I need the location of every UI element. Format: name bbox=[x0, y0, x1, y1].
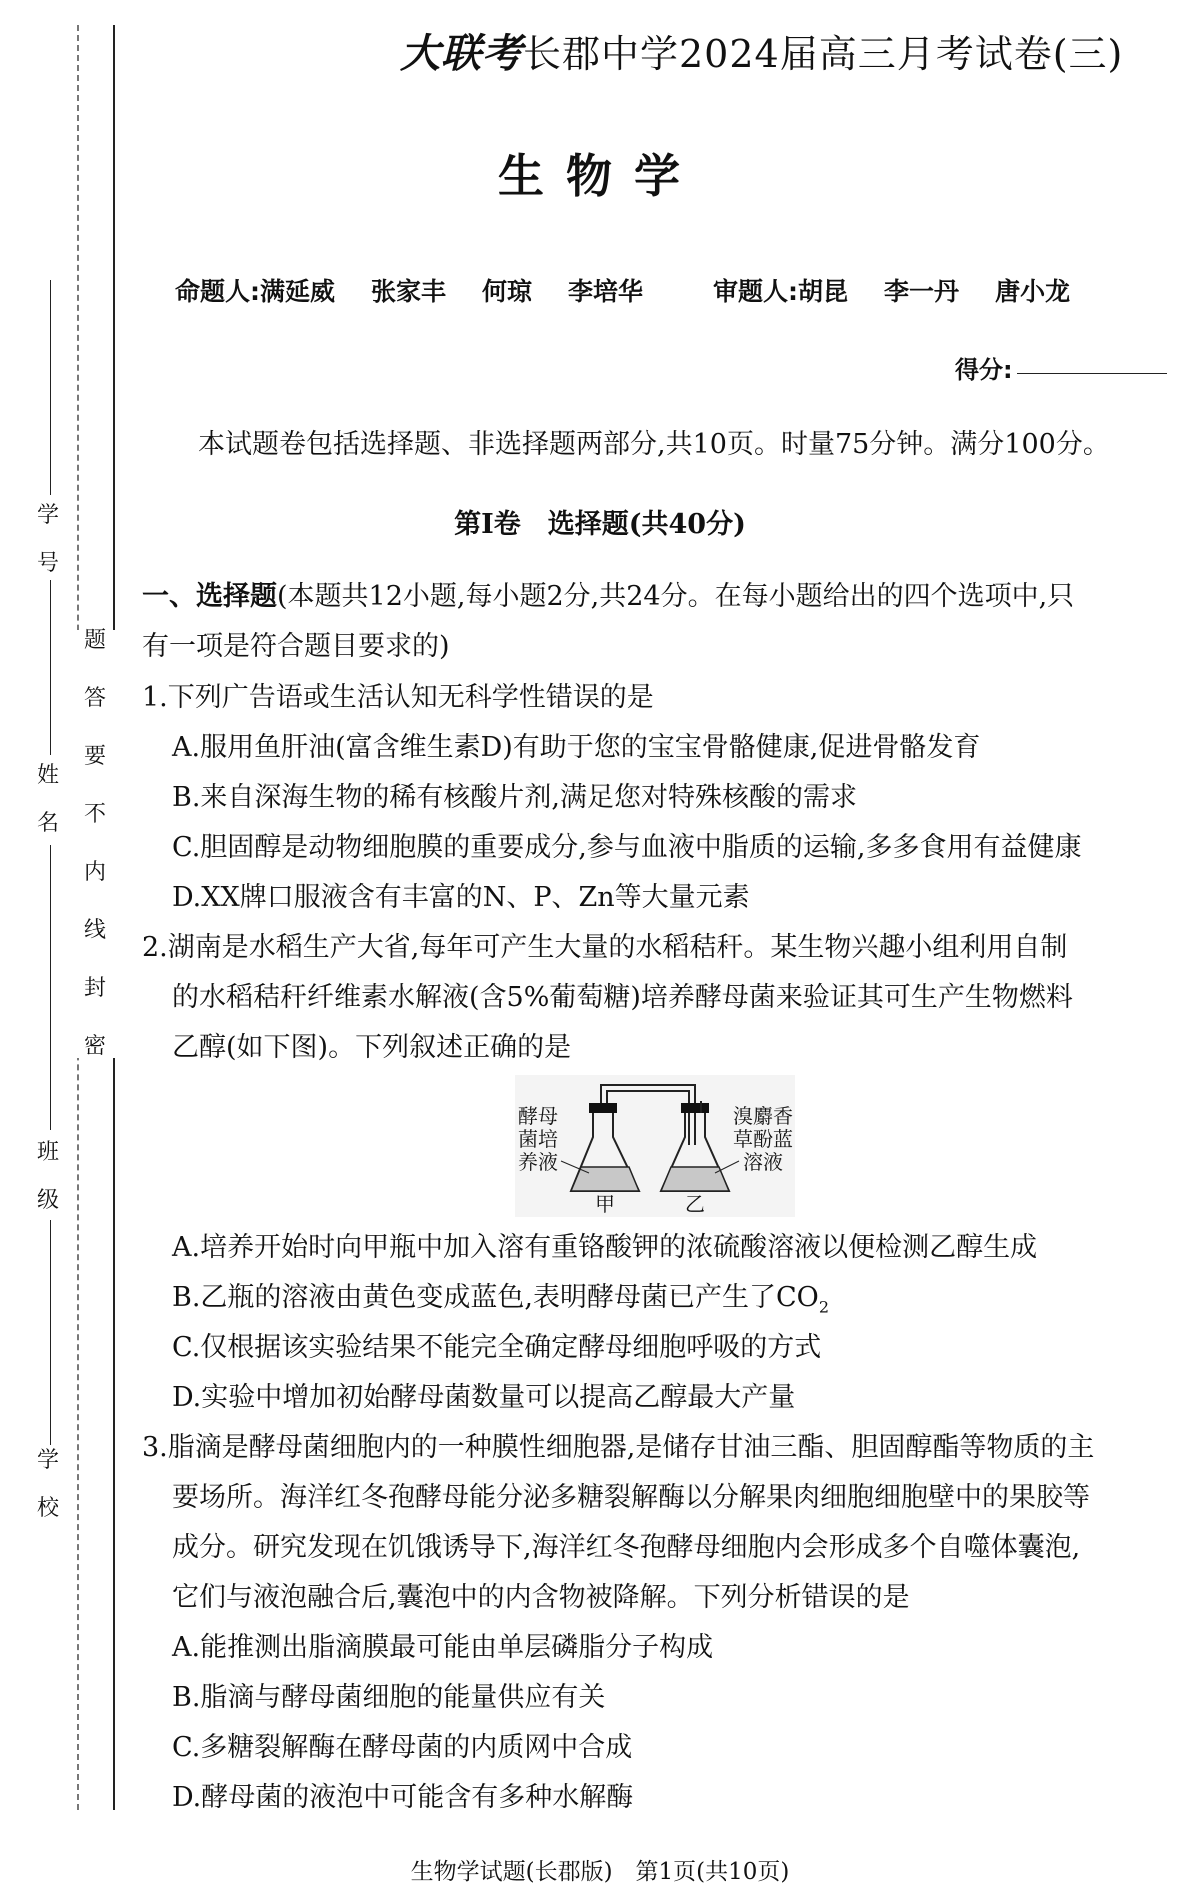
label-line: 酵母 bbox=[518, 1104, 558, 1128]
reviewer-2: 李一丹 bbox=[884, 277, 960, 306]
q3-stem-4: 它们与液泡融合后,囊泡中的内含物被降解。下列分析错误的是 bbox=[172, 1582, 910, 1613]
setter-4: 李培华 bbox=[568, 277, 644, 306]
score-blank[interactable] bbox=[1017, 373, 1167, 374]
label-line: 养液 bbox=[518, 1150, 558, 1174]
student-id-char: 学 bbox=[36, 503, 59, 528]
student-id-char: 号 bbox=[36, 551, 59, 576]
subject-title: 生物学 bbox=[498, 149, 702, 203]
label-line: 草酚蓝 bbox=[733, 1127, 793, 1151]
q1-stem: 1.下列广告语或生活认知无科学性错误的是 bbox=[142, 682, 654, 713]
q2-option-b bbox=[172, 1283, 829, 1322]
reviewer-1: 审题人:胡昆 bbox=[713, 277, 849, 306]
intro-text: 本试题卷包括选择题、非选择题两部分,共10页。时量75分钟。满分100分。 bbox=[198, 429, 1110, 460]
name-char: 姓 bbox=[36, 763, 59, 788]
section-1-desc-2: 有一项是符合题目要求的) bbox=[142, 631, 450, 662]
label-line: 溶液 bbox=[743, 1150, 783, 1174]
setter-2: 张家丰 bbox=[371, 277, 447, 306]
seal-char: 封 bbox=[83, 976, 106, 1001]
q3-stem-2: 要场所。海洋红冬孢酵母能分泌多糖裂解酶以分解果肉细胞细胞壁中的果胶等 bbox=[172, 1482, 1090, 1513]
q2-option-c: C.仅根据该实验结果不能完全确定酵母细胞呼吸的方式 bbox=[172, 1332, 822, 1363]
class-label bbox=[28, 1142, 68, 1212]
q3-option-d: D.酵母菌的液泡中可能含有多种水解酶 bbox=[172, 1782, 634, 1813]
label-line: 溴麝香 bbox=[733, 1104, 793, 1128]
setter-1: 命题人:满延威 bbox=[175, 277, 335, 306]
q3-option-a: A.能推测出脂滴膜最可能由单层磷脂分子构成 bbox=[172, 1632, 714, 1663]
seal-char: 题 bbox=[83, 628, 106, 653]
seal-char: 密 bbox=[83, 1034, 106, 1059]
seal-char: 要 bbox=[83, 744, 106, 769]
name-line bbox=[50, 845, 51, 1130]
page-footer: 生物学试题(长郡版) 第1页(共10页) bbox=[410, 1859, 790, 1885]
class-line bbox=[50, 1220, 51, 1445]
section-1-desc: (本题共12小题,每小题2分,共24分。在每小题给出的四个选项中,只 bbox=[277, 581, 1075, 612]
score-label: 得分: bbox=[955, 356, 1013, 384]
flask-a-label: 甲 bbox=[595, 1192, 615, 1216]
section-1-heading bbox=[142, 582, 1074, 612]
section-1-label: 一、选择题 bbox=[142, 581, 277, 612]
q2-stem-1: 2.湖南是水稻生产大省,每年可产生大量的水稻秸秆。某生物兴趣小组利用自制 bbox=[142, 932, 1068, 963]
q3-option-b: B.脂滴与酵母菌细胞的能量供应有关 bbox=[172, 1682, 606, 1713]
q3-option-c: C.多糖裂解酶在酵母菌的内质网中合成 bbox=[172, 1732, 633, 1763]
q2-stem-3: 乙醇(如下图)。下列叙述正确的是 bbox=[172, 1032, 572, 1063]
seal-char: 内 bbox=[83, 860, 106, 885]
class-char: 级 bbox=[36, 1188, 59, 1213]
seal-char: 线 bbox=[83, 918, 106, 943]
setter-3: 何琼 bbox=[482, 277, 533, 306]
school-label bbox=[28, 1450, 68, 1520]
q3-stem-3: 成分。研究发现在饥饿诱导下,海洋红冬孢酵母细胞内会形成多个自噬体囊泡, bbox=[172, 1532, 1081, 1563]
score-field bbox=[955, 350, 1167, 385]
q2-option-a: A.培养开始时向甲瓶中加入溶有重铬酸钾的浓硫酸溶液以便检测乙醇生成 bbox=[172, 1232, 1038, 1263]
fermentation-apparatus-figure bbox=[515, 1075, 795, 1217]
co2-subscript: 2 bbox=[818, 1297, 829, 1317]
q1-option-a: A.服用鱼肝油(富含维生素D)有助于您的宝宝骨骼健康,促进骨骼发育 bbox=[172, 732, 981, 763]
yeast-culture-label bbox=[515, 1105, 561, 1174]
q2-option-d: D.实验中增加初始酵母菌数量可以提高乙醇最大产量 bbox=[172, 1382, 796, 1413]
exam-header bbox=[400, 22, 1123, 79]
q1-option-d: D.XX牌口服液含有丰富的N、P、Zn等大量元素 bbox=[172, 882, 750, 913]
school-char: 校 bbox=[36, 1496, 59, 1521]
q2-option-b-text: B.乙瓶的溶液由黄色变成蓝色,表明酵母菌已产生了CO bbox=[172, 1282, 819, 1313]
brand-logo-text: 大联考 bbox=[400, 30, 523, 77]
reviewer-3: 唐小龙 bbox=[995, 277, 1071, 306]
name-label bbox=[28, 765, 68, 835]
q2-stem-2: 的水稻秸秆纤维素水解液(含5%葡萄糖)培养酵母菌来验证其可生产生物燃料 bbox=[172, 982, 1073, 1013]
seal-char: 答 bbox=[83, 686, 106, 711]
label-line: 菌培 bbox=[518, 1127, 558, 1151]
student-id-line-2 bbox=[50, 580, 51, 755]
school-char: 学 bbox=[36, 1448, 59, 1473]
part-1-title: 第Ⅰ卷 选择题(共40分) bbox=[454, 509, 746, 540]
class-char: 班 bbox=[36, 1140, 59, 1165]
exam-title: 长郡中学2024届高三月考试卷(三) bbox=[523, 32, 1124, 76]
seal-warning bbox=[75, 630, 115, 1058]
seal-char: 不 bbox=[83, 802, 106, 827]
flask-b-label: 乙 bbox=[685, 1192, 705, 1216]
authors-line bbox=[175, 272, 1106, 308]
q1-option-b: B.来自深海生物的稀有核酸片剂,满足您对特殊核酸的需求 bbox=[172, 782, 858, 813]
q3-stem-1: 3.脂滴是酵母菌细胞内的一种膜性细胞器,是储存甘油三酯、胆固醇酯等物质的主 bbox=[142, 1432, 1095, 1463]
student-id-line bbox=[50, 280, 51, 495]
bromothymol-blue-label bbox=[731, 1105, 795, 1174]
name-char: 名 bbox=[36, 811, 59, 836]
q1-option-c: C.胆固醇是动物细胞膜的重要成分,参与血液中脂质的运输,多多食用有益健康 bbox=[172, 832, 1082, 863]
